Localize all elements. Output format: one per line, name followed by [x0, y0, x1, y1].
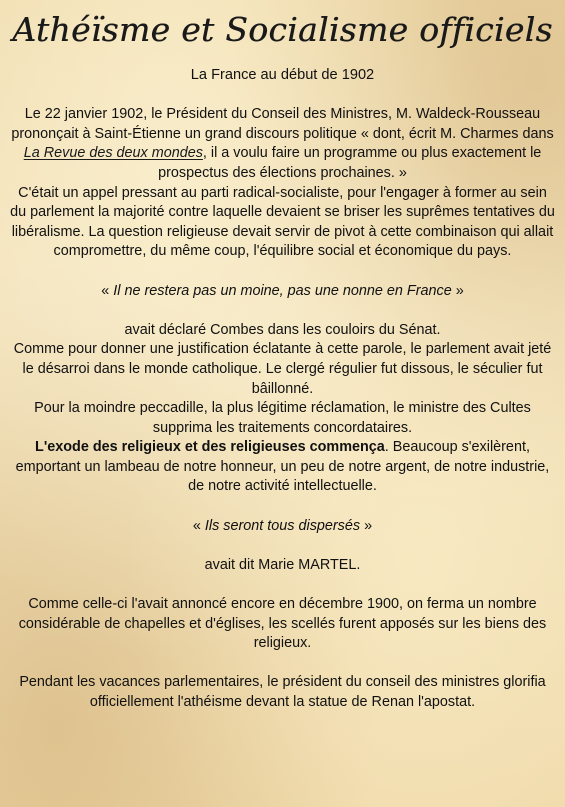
paragraph-1-text-before: Le 22 janvier 1902, le Président du Conseil des Ministres, M. Waldeck-Rousseau prononçait à Saint-Étienne un grand discours politique « dont, écrit M. Charmes dans — [11, 106, 554, 142]
paragraph-6-rest: . Beaucoup s'exilèrent, emportant un lambeau de notre honneur, un peu de notre argent, de notre industrie, de notre activité intellectuelle. — [15, 439, 550, 495]
article-body — [10, 66, 555, 713]
paragraph-6 — [10, 438, 555, 497]
quote-close-mark: » — [451, 282, 464, 299]
quote-combes — [10, 282, 555, 302]
paragraph-6-bold: L'exode des religieux et des religieuses commença — [35, 439, 385, 456]
quote-marie-martel-text: Ils seront tous dispersés — [204, 517, 361, 534]
quote-marie-martel — [10, 517, 555, 537]
quote-open-mark: « — [192, 517, 205, 534]
paragraph-4: Comme pour donner une justification éclatante à cette parole, le parlement avait jeté le désarroi dans le monde catholique. Le clergé régulier fut dissous, le séculier fut bâillonné. — [13, 341, 552, 397]
spacer — [10, 536, 555, 556]
paragraph-7: avait dit Marie MARTEL. — [204, 556, 361, 573]
revue-deux-mondes-link[interactable]: La Revue des deux mondes — [23, 145, 203, 162]
quote-close-mark: » — [360, 517, 373, 534]
paragraph-1-text-after: , il a voulu faire un programme ou plus exactement le prospectus des élections prochaines. » — [158, 145, 542, 181]
quote-combes-text: Il ne restera pas un moine, pas une nonne en France — [113, 282, 452, 299]
spacer — [10, 262, 555, 282]
spacer — [10, 497, 555, 517]
paragraph-5: Pour la moindre peccadille, la plus légitime réclamation, le ministre des Cultes supprima les traitements concordataires. — [34, 400, 531, 436]
spacer — [10, 86, 555, 106]
quote-open-mark: « — [101, 282, 114, 299]
spacer — [10, 575, 555, 595]
paragraph-8: Comme celle-ci l'avait annoncé encore en décembre 1900, on ferma un nombre considérable de chapelles et d'églises, les scellés furent apposés sur les biens des religieux. — [18, 596, 547, 652]
paragraph-9: Pendant les vacances parlementaires, le président du conseil des ministres glorifia officiellement l'athéisme devant la statue de Renan l'apostat. — [19, 674, 546, 710]
paragraph-1 — [10, 105, 555, 183]
paragraph-2: C'était un appel pressant au parti radical-socialiste, pour l'engager à former au sein du parlement la majorité contre laquelle devaient se briser les suprêmes tentatives du libéralisme. La question religieuse devait servir de pivot à cette combinaison qui allait compromettre, du même coup, l'équilibre social et économique du pays. — [10, 184, 555, 260]
section-subtitle: La France au début de 1902 — [190, 67, 375, 83]
spacer — [10, 301, 555, 321]
paragraph-3: avait déclaré Combes dans les couloirs du Sénat. — [124, 321, 441, 338]
page-title: Athéïsme et Socialisme officiels — [12, 10, 553, 49]
spacer — [10, 654, 555, 674]
